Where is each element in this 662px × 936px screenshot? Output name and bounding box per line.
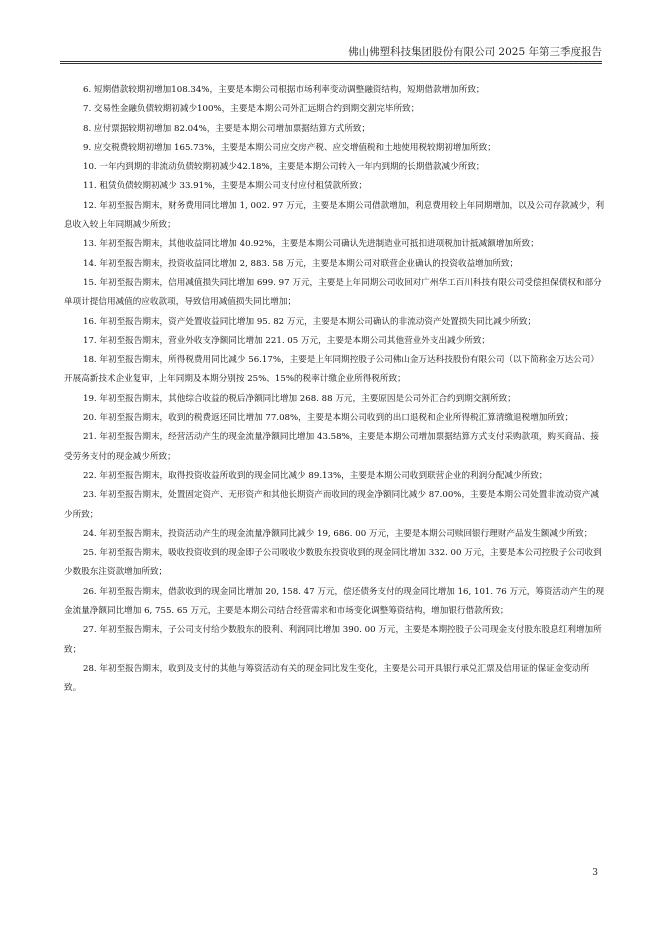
note-item-13: 13. 年初至报告期末，其他收益同比增加 40.92%，主要是本期公司确认先进制造业可抵扣进项税加计抵减额增加所致；: [83, 239, 539, 250]
note-item-16: 16. 年初至报告期末，资产处置收益同比增加 95. 82 万元，主要是本期公司确认的非流动资产处置损失同比减少所致；: [83, 316, 537, 327]
note-item-10: 10. 一年内到期的非流动负债较期初减少42.18%，主要是本期公司转入一年内到期的长期借款减少所致；: [83, 162, 485, 173]
note-item-14: 14. 年初至报告期末，投资收益同比增加 2, 883. 58 万元，主要是本期公司对联营企业确认的投资收益增加所致；: [83, 258, 519, 269]
note-item-28: 28. 年初至报告期末，收到及支付的其他与筹资活动有关的现金同比发生变化，主要是公司开具银行承兑汇票及信用证的保证金变动所致。: [64, 663, 590, 694]
note-item-20: 20. 年初至报告期末，收到的税费返还同比增加 77.08%，主要是本期公司收到的出口退税和企业所得税汇算清缴退税增加所致；: [83, 413, 574, 424]
note-item-11: 11. 租赁负债较期初减少 33.91%，主要是本期公司支付应付租赁款所致；: [83, 181, 367, 192]
note-item-6: 6. 短期借款较期初增加108.34%，主要是本期公司根据市场利率变动调整融资结构，短期借款增加所致；: [83, 85, 485, 95]
note-item-7: 7. 交易性金融负债较期初减少100%，主要是本期公司外汇远期合约到期交割完毕所致；: [83, 104, 420, 115]
note-item-24: 24. 年初至报告期末，投资活动产生的现金流量净额同比减少 19, 686. 00 万元，主要是本期公司赎回银行理财产品发生额减少所致；: [83, 528, 593, 539]
header-rule: [60, 61, 602, 62]
note-item-21: 21. 年初至报告期末，经营活动产生的现金流量净额同比增加 43.58%，主要是本期公司增加票据结算方式支付采购款项，购买商品、接受劳务支付的现金减少所致；: [64, 432, 599, 462]
note-item-26: 26. 年初至报告期末，借款收到的现金同比增加 20, 158. 47 万元，偿还债务支付的现金同比增加 16, 101. 76 万元，筹资活动产生的现金流量净额同比增加 6, 755. 65 万元，主要是本期公司结合经营需求和市场变化调整筹资结构，增加银行借款所致；: [64, 586, 605, 617]
note-item-25: 25. 年初至报告期末，吸收投资收到的现金即子公司吸收少数股东投资收到的现金同比增加 332. 00 万元，主要是本公司控股子公司收到少数股东注资款增加所致；: [64, 548, 602, 578]
note-item-19: 19. 年初至报告期末，其他综合收益的税后净额同比增加 268. 88 万元，主要原因是公司外汇合约到期交割所致；: [83, 393, 516, 404]
notes-body: [64, 81, 606, 699]
page-header: 佛山佛塑科技集团股份有限公司 2025 年第三季度报告: [348, 46, 602, 58]
note-item-8: 8. 应付票据较期初增加 82.04%，主要是本期公司增加票据结算方式所致；: [83, 123, 371, 134]
header-rule-double: [60, 63, 602, 64]
note-item-27: 27. 年初至报告期末，子公司支付给少数股东的股利、利润同比增加 390. 00 万元，主要是本期控股子公司现金支付股东股息红利增加所致；: [64, 625, 602, 655]
note-item-22: 22. 年初至报告期末，取得投资收益所收到的现金同比减少 89.13%，主要是本期公司收到联营企业的利润分配减少所致；: [83, 470, 548, 481]
note-item-23: 23. 年初至报告期末，处置固定资产、无形资产和其他长期资产而收回的现金净额同比减少 87.00%，主要是本期公司处置非流动资产减少所致；: [64, 490, 599, 520]
note-item-9: 9. 应交税费较期初增加 165.73%，主要是本期公司应交房产税、应交增值税和土地使用税较期初增加所致；: [83, 142, 496, 153]
note-item-18: 18. 年初至报告期末，所得税费用同比减少 56.17%，主要是上年同期控股子公司佛山金万达科技股份有限公司（以下简称金万达公司）开展高新技术企业复审，上年同期及本期分别按 25%、15%的税率计缴企业所得税所致；: [64, 355, 599, 385]
page-number: 3: [592, 868, 598, 878]
note-item-12: 12. 年初至报告期末，财务费用同比增加 1, 002. 97 万元，主要是本期公司借款增加，利息费用较上年同期增加，以及公司存款减少，利息收入较上年同期减少所致；: [64, 200, 605, 231]
note-item-15: 15. 年初至报告期末，信用减值损失同比增加 699. 97 万元，主要是上年同期公司收回对广州华工百川科技有限公司受偿担保债权和部分单项计提信用减值的应收款项，导致信用减值损失同比增加；: [64, 277, 602, 308]
note-item-17: 17. 年初至报告期末，营业外收支净额同比增加 221. 05 万元，主要是本期公司其他营业外支出减少所致；: [83, 335, 491, 346]
